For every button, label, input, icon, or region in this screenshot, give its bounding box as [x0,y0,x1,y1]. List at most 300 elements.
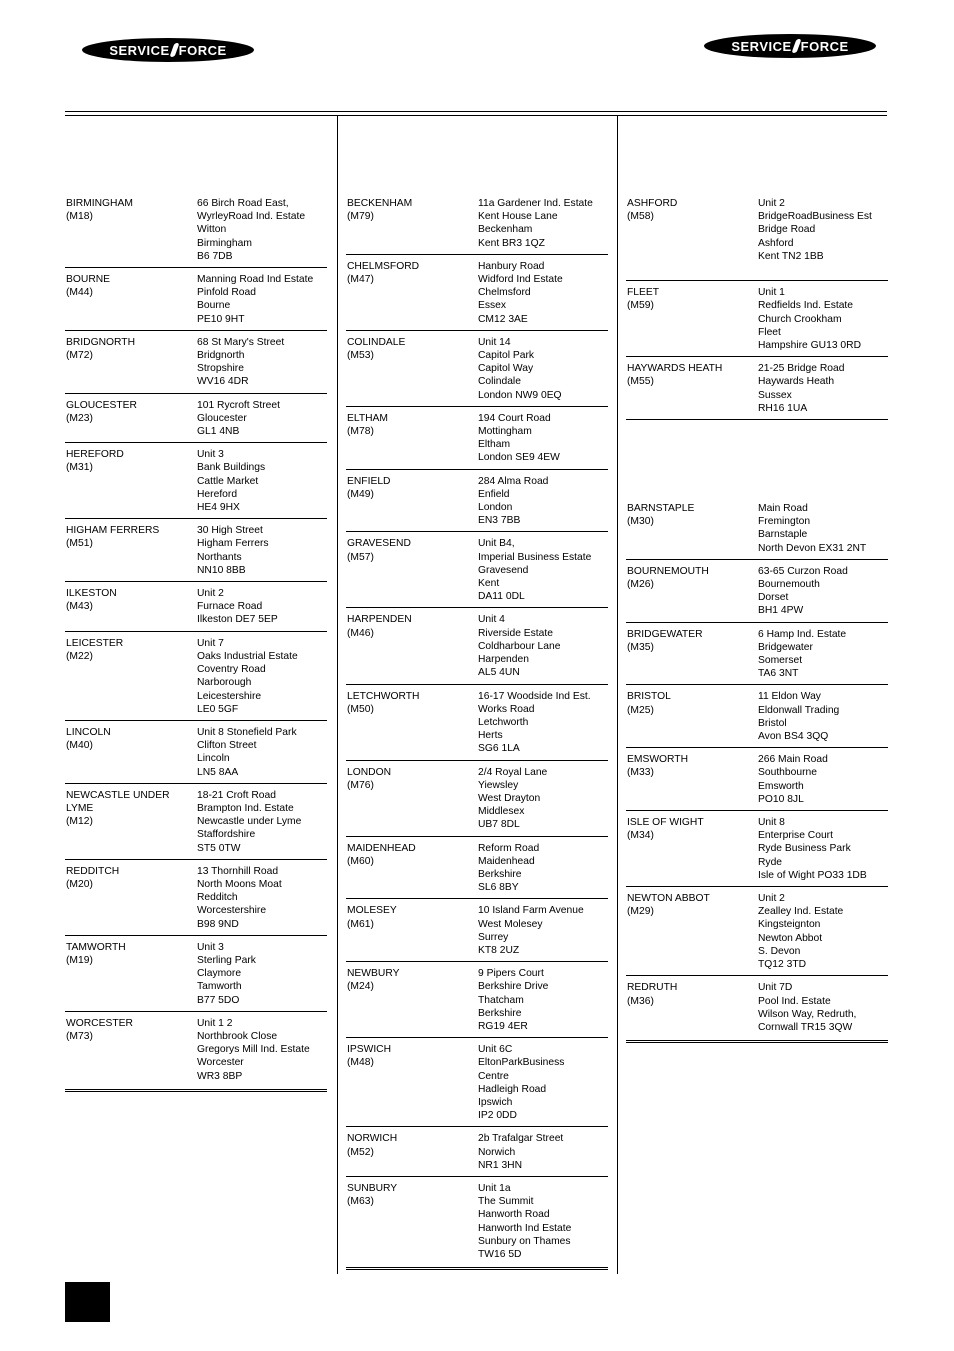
address-line: Pool Ind. Estate [758,995,831,1007]
centre-address [758,892,888,971]
address-line: Enfield [478,488,510,500]
centre-address [478,967,608,1033]
centre-name [346,1043,478,1122]
address-line: Clifton Street [197,740,257,752]
address-line: Ipswich [478,1096,513,1108]
centre-name-line: (M18) [66,211,93,223]
address-line: Norwich [478,1146,516,1158]
centre-address [197,637,327,716]
centre-name [626,197,758,276]
centre-name [346,1182,478,1261]
address-line: Coldharbour Lane [478,640,561,652]
centre-address [478,842,608,895]
centre-address [197,726,327,779]
address-line: Bristol [758,717,787,729]
centre-name-line: EMSWORTH [627,754,689,766]
service-centre-entry [65,941,327,1012]
address-line: Yiewsley [478,779,519,791]
centre-name-line: (M76) [347,779,374,791]
address-line: Isle of Wight PO33 1DB [758,869,867,881]
centre-name-line: HIGHAM FERRERS [66,525,160,537]
service-centre-entry [65,273,327,331]
address-line: WyrleyRoad Ind. Estate [197,211,306,223]
centre-name [626,565,758,618]
address-line: 10 Island Farm Avenue [478,905,584,917]
service-centre-entry [346,967,608,1038]
service-centre-entry [626,981,888,1043]
address-line: Pinfold Road [197,287,256,299]
service-centre-entry [65,336,327,394]
centre-name [346,904,478,957]
centre-address [758,816,888,882]
centre-address [758,286,888,352]
centre-name-line: FLEET [627,287,660,299]
centre-name-line: (M55) [627,376,654,388]
address-line: Berkshire [478,1007,522,1019]
address-line: Furnace Road [197,601,263,613]
service-centre-entry [346,1132,608,1177]
address-line: Tamworth [197,981,242,993]
centre-name [346,766,478,832]
centre-name-line: REDRUTH [627,982,678,994]
address-line: Hanworth Road [478,1209,550,1221]
centre-name [65,789,197,855]
address-line: NR1 3HN [478,1159,523,1171]
centre-name [65,273,197,326]
centre-name-line: (M19) [66,954,93,966]
header-rule-bottom [65,115,887,116]
service-centre-entry [626,816,888,887]
address-line: Berkshire [478,868,522,880]
address-line: RH16 1UA [758,402,808,414]
centre-name-line: HEREFORD [66,449,124,461]
address-line: Emsworth [758,780,804,792]
address-line: Gregorys Mill Ind. Estate [197,1044,310,1056]
column-3-listing-top [626,197,888,425]
centre-address [197,448,327,514]
centre-name [65,336,197,389]
address-line: Bridgewater [758,641,813,653]
service-centre-entry [626,753,888,811]
centre-name-line: (M58) [627,211,654,223]
address-line: 11a Gardener Ind. Estate [478,198,593,209]
address-line: Worcestershire [197,905,267,917]
address-line: Capitol Way [478,363,534,375]
centre-name-line: NEWCASTLE UNDER [66,789,170,801]
address-line: Kent BR3 1QZ [478,237,545,249]
address-line: B77 5DO [197,994,240,1006]
centre-address [478,412,608,465]
address-line: Staffordshire [197,829,256,841]
address-line: Maidenhead [478,855,535,867]
address-line: Surrey [478,931,509,943]
address-line: 101 Rycroft Street [197,399,280,411]
address-line: Redfields Ind. Estate [758,300,854,312]
centre-name [346,613,478,679]
address-line: NN10 8BB [197,564,246,576]
address-line: 16-17 Woodside Ind Est. [478,690,591,702]
address-line: Eldonwall Trading [758,704,840,716]
service-centre-entry [346,842,608,900]
address-line: Ryde [758,856,783,868]
address-line: Kent TN2 1BB [758,250,824,262]
centre-name [626,502,758,555]
centre-name-line: (M73) [66,1030,93,1042]
centre-address [758,690,888,743]
centre-name-line: (M26) [627,579,654,591]
address-line: Unit 1a [478,1183,511,1194]
address-line: 9 Pipers Court [478,968,544,980]
centre-address [478,336,608,402]
centre-name-line: (M20) [66,878,93,890]
address-line: 63-65 Curzon Road [758,565,848,577]
service-centre-entry [65,1017,327,1092]
centre-name [626,981,758,1034]
centre-address [758,502,888,555]
logo-text-force: FORCE [178,42,227,58]
address-line: Enterprise Court [758,830,833,842]
address-line: Unit 1 2 [197,1017,233,1029]
centre-address [758,753,888,806]
address-line: Unit 3 [197,449,224,461]
address-line: Sussex [758,389,792,401]
address-line: Middlesex [478,806,525,818]
address-line: B6 7DB [197,250,233,262]
address-line: Northants [197,551,242,563]
address-line: WR3 8BP [197,1070,243,1082]
service-centre-entry [65,399,327,444]
centre-name [65,587,197,627]
centre-name-line: (M29) [627,906,654,918]
centre-name-line: REDDITCH [66,865,120,877]
centre-name [346,260,478,326]
address-line: Berkshire Drive [478,981,549,993]
centre-name [346,537,478,603]
address-line: Wilson Way, Redruth, [758,1008,857,1020]
address-line: BridgeRoadBusiness Est [758,211,872,223]
address-line: Kingsteignton [758,919,821,931]
address-line: Unit 6C [478,1044,513,1056]
centre-name-line: BOURNEMOUTH [627,565,709,577]
centre-name-line: (M23) [66,412,93,424]
address-line: Unit 4 [478,614,505,626]
address-line: 266 Main Road [758,754,828,766]
centre-name-line: LONDON [347,766,392,778]
centre-address [478,690,608,756]
centre-address [478,766,608,832]
centre-address [758,362,888,415]
address-line: CM12 3AE [478,313,528,325]
column-1-listing [65,197,327,1097]
address-line: EltonParkBusiness [478,1057,565,1069]
address-line: Unit 7 [197,637,224,649]
address-line: Sunbury on Thames [478,1235,571,1247]
address-line: 18-21 Croft Road [197,789,276,801]
centre-name [65,197,197,263]
address-line: Ashford [758,237,794,249]
centre-name-line: (M63) [347,1196,374,1208]
address-line [758,263,888,276]
centre-address [197,789,327,855]
address-line: Bournemouth [758,579,820,591]
address-line: North Devon EX31 2NT [758,542,867,554]
centre-name-line: (M53) [347,350,374,362]
address-line: Brampton Ind. Estate [197,802,294,814]
centre-name-line: (M24) [347,981,374,993]
address-line: London NW9 0EQ [478,389,562,401]
centre-name [346,842,478,895]
address-line: Oaks Industrial Estate [197,650,298,662]
centre-address [197,587,327,627]
address-line: Works Road [478,703,535,715]
centre-address [478,197,608,250]
address-line: Main Road [758,503,808,514]
address-line: Witton [197,224,227,236]
address-line: 2/4 Royal Lane [478,766,548,778]
centre-name-line: NEWTON ABBOT [627,893,710,905]
service-centre-entry [346,1182,608,1270]
address-line: Ryde Business Park [758,843,851,855]
address-line: Zealley Ind. Estate [758,906,844,918]
centre-name [346,336,478,402]
centre-name [65,524,197,577]
address-line: Reform Road [478,842,540,854]
address-line: LE0 5GF [197,703,239,715]
address-line: EN3 7BB [478,515,521,527]
centre-name-line: TAMWORTH [66,941,126,953]
address-line: Church Crookham [758,313,842,325]
service-centre-entry [346,766,608,837]
address-line: RG19 4ER [478,1020,528,1032]
address-line: Worcester [197,1057,244,1069]
centre-name-line: (M43) [66,601,93,613]
address-line: Hereford [197,488,238,500]
address-line: DA11 0DL [478,591,525,603]
centre-name-line: MAIDENHEAD [347,842,416,854]
address-line: Lincoln [197,753,230,765]
service-centre-entry [626,197,888,281]
serviceforce-logo-right [704,34,876,58]
address-line: Gravesend [478,564,529,576]
centre-address [197,273,327,326]
centre-address [478,475,608,528]
centre-name-line: BECKENHAM [347,198,413,209]
address-line: Capitol Park [478,350,535,362]
address-line: Hanworth Ind Estate [478,1222,572,1234]
address-line: Fremington [758,516,811,528]
address-line: Somerset [758,655,803,667]
centre-name [626,816,758,882]
address-line: TW16 5D [478,1249,522,1261]
centre-name [626,286,758,352]
address-line: Redditch [197,892,238,904]
address-line: 6 Hamp Ind. Estate [758,628,847,640]
address-line: Birmingham [197,237,252,249]
centre-name-line: LINCOLN [66,726,111,738]
logo-text-service: SERVICE [109,42,170,58]
centre-address [197,524,327,577]
column-divider-1 [337,116,338,1274]
address-line: WV16 4DR [197,376,249,388]
centre-name-line: COLINDALE [347,336,406,348]
centre-name-line: (M36) [627,995,654,1007]
centre-name-line: GRAVESEND [347,538,411,550]
centre-name-line: (M72) [66,350,93,362]
address-line: Barnstaple [758,529,808,541]
address-line: Herts [478,730,503,742]
centre-name-line: BIRMINGHAM [66,198,133,209]
address-line: BH1 4PW [758,605,804,617]
address-line: TA6 3NT [758,668,799,680]
centre-name [626,753,758,806]
address-line: HE4 9HX [197,502,240,514]
address-line: Imperial Business Estate [478,551,592,563]
centre-name [346,1132,478,1172]
address-line: Widford Ind Estate [478,274,563,286]
centre-address [478,1132,608,1172]
centre-name-line: IPSWICH [347,1044,392,1056]
centre-name [346,690,478,756]
address-line: North Moons Moat [197,878,282,890]
centre-address [197,336,327,389]
address-line: Unit 1 [758,287,785,299]
centre-name-line: BRIDGNORTH [66,336,136,348]
centre-name-line: ILKESTON [66,588,117,600]
address-line: 13 Thornhill Road [197,865,279,877]
service-centre-entry [65,587,327,632]
address-line: UB7 8DL [478,819,520,831]
address-line: ST5 0TW [197,842,241,854]
centre-name [346,197,478,250]
centre-address [478,260,608,326]
centre-name-line: ENFIELD [347,475,391,487]
centre-address [197,1017,327,1083]
centre-name-line: ASHFORD [627,198,678,209]
address-line: PO10 8JL [758,793,804,805]
address-line: Bridge Road [758,224,816,236]
centre-name-line: (M25) [627,704,654,716]
centre-name-line: LEICESTER [66,637,124,649]
address-line: LN5 8AA [197,766,239,778]
address-line: Gloucester [197,412,247,424]
address-line: Hanbury Road [478,260,545,272]
centre-name-line: (M60) [347,855,374,867]
address-line: SG6 1LA [478,743,520,755]
centre-name [626,690,758,743]
address-line: Essex [478,300,507,312]
centre-name-line: HARPENDEN [347,614,412,626]
address-line: Kent House Lane [478,211,558,223]
logo-text-service: SERVICE [731,38,792,54]
service-centre-entry [626,690,888,748]
centre-name [626,628,758,681]
centre-address [758,628,888,681]
address-line: Bourne [197,300,231,312]
address-line: Centre [478,1070,509,1082]
address-line: Unit 2 [758,893,785,905]
service-centre-entry [626,892,888,976]
service-centre-entry [626,286,888,357]
address-line: Unit 3 [197,941,224,953]
service-centre-entry [626,628,888,686]
address-line: Cattle Market [197,475,259,487]
service-centre-entry [346,475,608,533]
centre-name-line: MOLESEY [347,905,397,917]
centre-name [65,865,197,931]
centre-address [478,613,608,679]
address-line: IP2 0DD [478,1110,517,1122]
address-line: Mottingham [478,426,532,438]
address-line: Newcastle under Lyme [197,816,302,828]
address-line: Claymore [197,968,242,980]
centre-name-line: ISLE OF WIGHT [627,817,704,829]
address-line: Dorset [758,592,789,604]
address-line: Hadleigh Road [478,1083,547,1095]
centre-name-line: (M49) [347,488,374,500]
service-centre-entry [65,197,327,268]
address-line: 68 St Mary's Street [197,336,285,348]
centre-name-line: LYME [66,802,94,814]
centre-name [65,726,197,779]
centre-name-line: (M35) [627,641,654,653]
address-line: Unit 2 [758,198,785,209]
address-line: Leicestershire [197,690,262,702]
centre-name-line: (M48) [347,1057,374,1069]
service-centre-entry [346,690,608,761]
address-line: 2b Trafalgar Street [478,1133,564,1145]
centre-address [197,941,327,1007]
address-line: Chelmsford [478,287,531,299]
column-3-listing-bottom [626,502,888,1048]
centre-name-line: CHELMSFORD [347,260,420,272]
serviceforce-logo-left [82,38,254,62]
address-line: Stropshire [197,363,244,375]
centre-name-line: (M34) [627,830,654,842]
logo-text-force: FORCE [800,38,849,54]
centre-name-line: (M33) [627,767,654,779]
centre-name-line: (M44) [66,287,93,299]
address-line: Manning Road Ind Estate [197,274,314,286]
column-divider-2 [617,116,618,1274]
service-centre-entry [346,613,608,684]
service-centre-entry [346,904,608,962]
service-centre-entry [65,726,327,784]
centre-name-line: GLOUCESTER [66,399,137,411]
address-line: West Molesey [478,918,543,930]
service-centre-entry [65,865,327,936]
address-line: Narborough [197,677,252,689]
address-line: Beckenham [478,224,533,236]
centre-address [758,981,888,1034]
address-line: Unit 14 [478,336,511,348]
centre-name-line: (M79) [347,211,374,223]
service-centre-entry [346,412,608,470]
centre-name [346,967,478,1033]
address-line: Southbourne [758,767,817,779]
centre-name [346,412,478,465]
address-line: 21-25 Bridge Road [758,363,845,375]
address-line: AL5 4UN [478,667,520,679]
service-centre-entry [626,565,888,623]
address-line: Hampshire GU13 0RD [758,340,862,352]
centre-name-line: (M50) [347,703,374,715]
address-line: Thatcham [478,994,524,1006]
centre-name [346,475,478,528]
centre-name [65,448,197,514]
address-line: Coventry Road [197,664,266,676]
service-centre-entry [65,789,327,860]
column-2-listing [346,197,608,1275]
